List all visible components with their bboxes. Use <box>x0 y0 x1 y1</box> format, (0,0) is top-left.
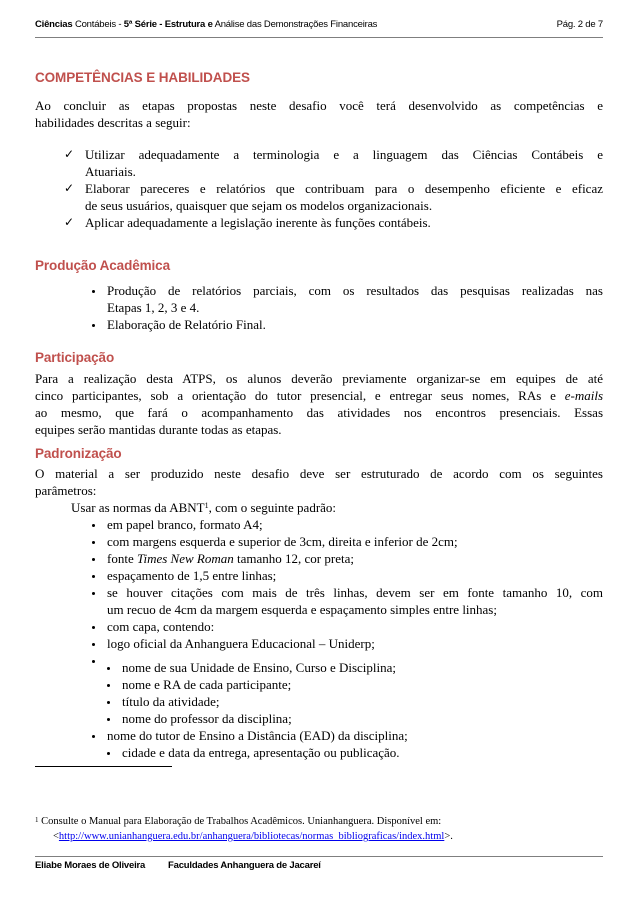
checkmark-icon: ✓ <box>64 215 75 229</box>
competencias-intro-line-2: habilidades descritas a seguir: <box>35 115 191 130</box>
abnt-line <box>71 499 336 516</box>
bullet-icon <box>107 684 110 687</box>
padronizacao-line-1: O material a ser produzido neste desafio deve ser estruturado de acordo com os seguintes <box>35 466 603 481</box>
producao-item-1-line-2: Etapas 1, 2, 3 e 4. <box>107 300 200 315</box>
participacao-line-2-text: cinco participantes, sob a orientação do tutor presencial, e entregar seus nomes, RAs e <box>35 388 556 403</box>
item-3-pre: fonte <box>107 551 137 566</box>
bullet-icon <box>92 592 95 595</box>
padronizacao-item-5-line-1: se houver citações com mais de três linhas, devem ser em fonte tamanho 10, com <box>107 585 603 600</box>
participacao-line-4: equipes serão mantidas durante todas as etapas. <box>35 422 282 437</box>
competencia-item-2-line-1: Elaborar pareceres e relatórios que contribuam para o desempenho eficiente e eficaz <box>85 181 603 196</box>
competencia-item-2-line-2: de seus usuários, quaisquer que sejam os modelos organizacionais. <box>85 198 433 213</box>
abnt-rest: , com o seguinte padrão: <box>208 500 337 515</box>
bullet-icon <box>92 626 95 629</box>
footer-institution: Faculdades Anhanguera de Jacareí <box>168 860 321 871</box>
bullet-icon <box>92 558 95 561</box>
bullet-icon <box>92 575 95 578</box>
item-3-font-name: Times New Roman <box>136 551 234 566</box>
participacao-line-3: ao mesmo, que fará o acompanhamento das atividades nos encontros presenciais. Essas <box>35 405 603 420</box>
bullet-icon <box>92 324 95 327</box>
footnote-open: < <box>53 831 59 842</box>
capa-subitem-4: nome do professor da disciplina; <box>122 711 292 726</box>
abnt-text: Usar as normas da ABNT <box>71 500 205 515</box>
capa-subitem-2: nome e RA de cada participante; <box>122 677 292 692</box>
competencia-item-1-line-2: Atuariais. <box>85 164 136 179</box>
padronizacao-item-1: em papel branco, formato A4; <box>107 517 263 532</box>
footnote-line-2 <box>53 829 453 844</box>
section-title-participacao: Participação <box>35 350 115 365</box>
capa-subitem-1: nome de sua Unidade de Ensino, Curso e Disciplina; <box>122 660 397 675</box>
section-title-competencias: COMPETÊNCIAS E HABILIDADES <box>35 70 250 85</box>
header-course-bold: Ciências <box>35 19 73 30</box>
header-page-number: Pág. 2 de 7 <box>556 19 603 30</box>
item-3-post: tamanho 12, cor preta; <box>233 551 354 566</box>
competencia-item-3-line-1: Aplicar adequadamente a legislação inerente às funções contábeis. <box>85 215 431 230</box>
footnote-marker: 1 <box>35 816 39 824</box>
bullet-icon <box>107 701 110 704</box>
checkmark-icon: ✓ <box>64 147 75 161</box>
page-header <box>35 19 603 33</box>
footnote-link[interactable]: http://www.unianhanguera.edu.br/anhanguera/bibliotecas/normas_bibliograficas/index.html <box>58 831 445 842</box>
padronizacao-tutor-item: nome do tutor de Ensino a Distância (EAD) da disciplina; <box>107 728 408 743</box>
footnote-reference[interactable]: 1 <box>204 501 209 510</box>
capa-subitem-5: cidade e data da entrega, apresentação ou publicação. <box>122 745 400 760</box>
competencia-item-1-line-1: Utilizar adequadamente a terminologia e a linguagem das Ciências Contábeis e <box>85 147 603 162</box>
producao-item-2: Elaboração de Relatório Final. <box>107 317 266 332</box>
footnote-divider <box>35 766 172 767</box>
footnote-text: Consulte o Manual para Elaboração de Trabalhos Acadêmicos. Unianhanguera. Disponível em: <box>41 816 442 827</box>
participacao-emails-italic: e-mails <box>564 388 604 403</box>
page-footer <box>35 860 321 871</box>
bullet-icon <box>107 752 110 755</box>
header-course-rest: Contábeis - <box>74 19 122 30</box>
bullet-icon <box>92 660 95 663</box>
section-title-padronizacao: Padronização <box>35 446 122 461</box>
capa-subitem-3: título da atividade; <box>122 694 220 709</box>
padronizacao-line-2: parâmetros: <box>35 483 97 498</box>
bullet-icon <box>92 541 95 544</box>
producao-item-1-line-1: Produção de relatórios parciais, com os resultados das pesquisas realizadas nas <box>107 283 603 298</box>
padronizacao-item-3 <box>107 550 354 567</box>
padronizacao-item-6: com capa, contendo: <box>107 619 215 634</box>
bullet-icon <box>92 290 95 293</box>
bullet-icon <box>107 667 110 670</box>
bullet-icon <box>107 718 110 721</box>
header-divider <box>35 37 603 38</box>
padronizacao-item-7: logo oficial da Anhanguera Educacional – Uniderp; <box>107 636 375 651</box>
footer-author: Eliabe Moraes de Oliveira <box>35 860 146 871</box>
checkmark-icon: ✓ <box>64 181 75 195</box>
bullet-icon <box>92 643 95 646</box>
padronizacao-item-4: espaçamento de 1,5 entre linhas; <box>107 568 277 583</box>
footnote-close: >. <box>444 831 453 842</box>
padronizacao-item-2: com margens esquerda e superior de 3cm, direita e inferior de 2cm; <box>107 534 458 549</box>
header-series: 5ª Série - Estrutura e <box>123 19 213 30</box>
bullet-icon <box>92 524 95 527</box>
header-course-title <box>35 19 377 30</box>
padronizacao-item-5-line-2: um recuo de 4cm da margem esquerda e espaçamento simples entre linhas; <box>107 602 497 617</box>
bullet-icon <box>92 735 95 738</box>
participacao-line-1: Para a realização desta ATPS, os alunos deverão previamente organizar-se em equipes de até <box>35 371 603 386</box>
participacao-line-2 <box>35 387 603 404</box>
competencias-intro-line-1: Ao concluir as etapas propostas neste desafio você terá desenvolvido as competências e <box>35 98 603 113</box>
footer-divider <box>35 856 603 857</box>
footnote-line-1 <box>35 814 441 829</box>
section-title-producao: Produção Acadêmica <box>35 258 170 273</box>
header-subject: Análise das Demonstrações Financeiras <box>214 19 378 30</box>
